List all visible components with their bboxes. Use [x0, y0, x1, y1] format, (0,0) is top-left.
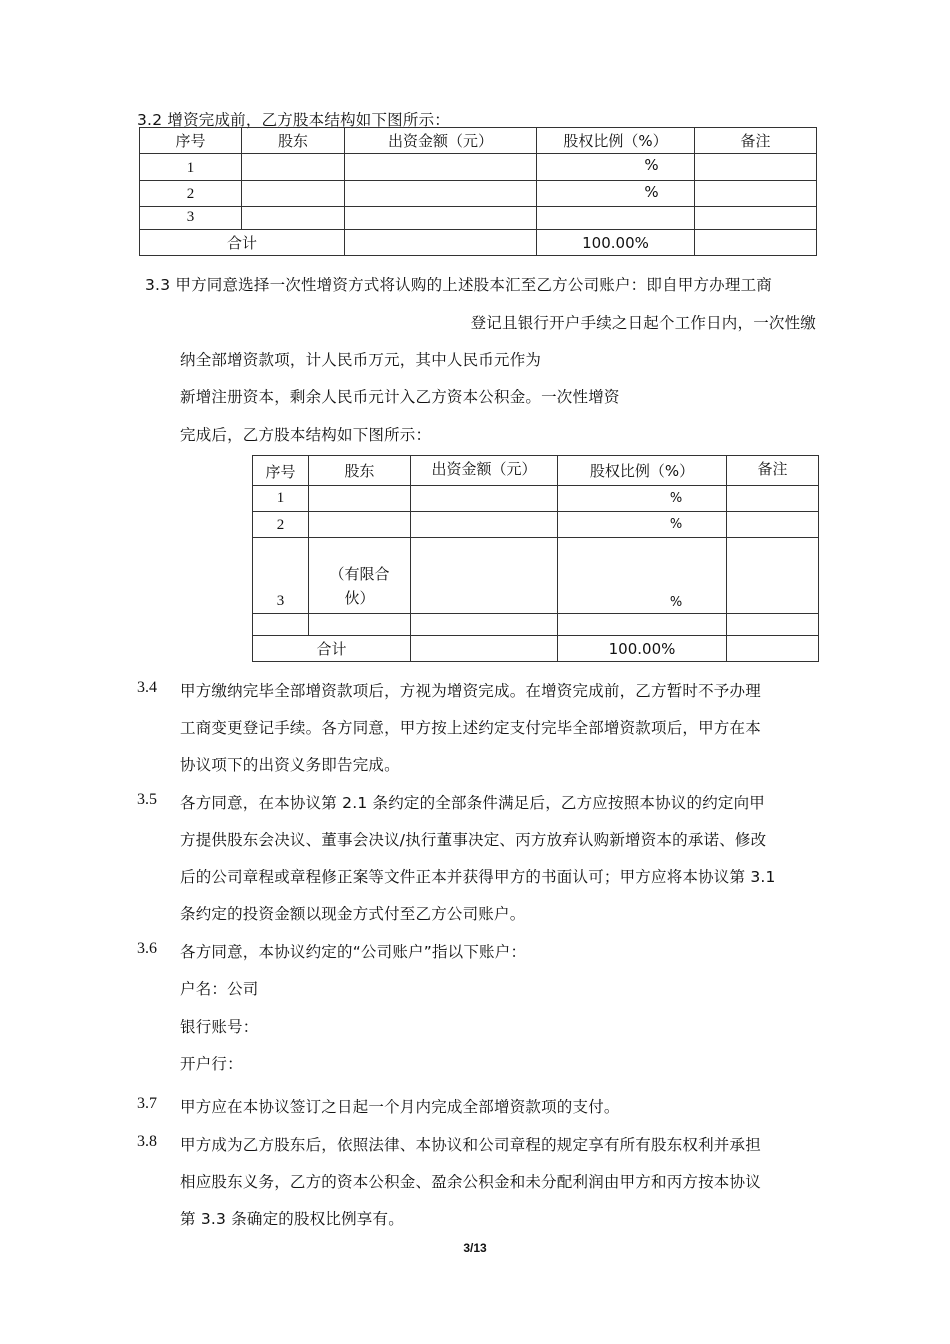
section-3-6-line1: 各方同意，本协议约定的“公司账户”指以下账户： [180, 943, 527, 961]
row-ratio [537, 207, 695, 230]
row-amount [411, 486, 558, 512]
header-ratio: 股权比例（%） [537, 128, 695, 154]
section-3-5-line4: 条约定的投资金额以现金方式付至乙方公司账户。 [180, 905, 526, 923]
row-remark [695, 207, 817, 230]
row-seq: 3 [253, 538, 309, 614]
total-amount [345, 230, 537, 256]
section-3-3-line4: 新增注册资本，剩余人民币元计入乙方资本公积金。一次性增资 [180, 388, 620, 406]
table-header-row [253, 456, 819, 486]
clause-number: 3.7 [137, 1095, 157, 1112]
header-seq: 序号 [140, 128, 242, 154]
total-remark [695, 230, 817, 256]
section-3-8-line1: 甲方成为乙方股东后，依照法律、本协议和公司章程的规定享有所有股东权利并承担 [180, 1136, 761, 1154]
section-3-4-line1: 甲方缴纳完毕全部增资款项后，方视为增资完成。在增资完成前，乙方暂时不予办理 [180, 682, 761, 700]
header-ratio: 股权比例（%） [558, 456, 727, 486]
equity-table-before [139, 127, 817, 256]
section-3-3-line3: 纳全部增资款项，计人民币万元，其中人民币元作为 [180, 351, 542, 369]
row-remark [727, 512, 819, 538]
row-remark [727, 486, 819, 512]
row-amount [345, 207, 537, 230]
row-ratio: % [558, 486, 727, 512]
row-shareholder [242, 181, 345, 207]
section-3-5-line2: 方提供股东会决议、董事会决议/执行董事决定、丙方放弃认购新增资本的承诺、修改 [180, 831, 767, 849]
header-remark: 备注 [695, 128, 817, 154]
row-shareholder [242, 207, 345, 230]
row-amount [345, 181, 537, 207]
page-number: 3/13 [463, 1241, 487, 1255]
header-amount: 出资金额（元） [345, 128, 537, 154]
section-3-7-line1: 甲方应在本协议签订之日起一个月内完成全部增资款项的支付。 [180, 1098, 620, 1116]
clause-number: 3.6 [137, 940, 157, 957]
table-row-empty [253, 614, 819, 636]
header-shareholder: 股东 [309, 456, 411, 486]
clause-number: 3.4 [137, 679, 157, 696]
section-3-3-line5: 完成后，乙方股本结构如下图所示： [180, 426, 432, 444]
row-amount [345, 154, 537, 181]
section-3-4-line2: 工商变更登记手续。各方同意，甲方按上述约定支付完毕全部增资款项后，甲方在本 [180, 719, 761, 737]
section-3-2-heading: 3.2 增资完成前，乙方股本结构如下图所示： [137, 111, 450, 129]
total-label: 合计 [140, 230, 345, 256]
total-remark [727, 636, 819, 662]
total-ratio: 100.00% [558, 636, 727, 662]
table-total-row [253, 636, 819, 662]
row-ratio: % [537, 181, 695, 207]
row-seq: 3 [140, 207, 242, 230]
row-shareholder: （有限合 伙） [309, 538, 411, 614]
header-seq: 序号 [253, 456, 309, 486]
row-shareholder [242, 154, 345, 181]
equity-table-after [252, 455, 819, 662]
row-seq: 2 [253, 512, 309, 538]
row-ratio: % [537, 154, 695, 181]
total-amount [411, 636, 558, 662]
row-seq: 1 [140, 154, 242, 181]
row-amount [411, 512, 558, 538]
table-total-row [140, 230, 817, 256]
header-shareholder: 股东 [242, 128, 345, 154]
section-3-5-line3: 后的公司章程或章程修正案等文件正本并获得甲方的书面认可；甲方应将本协议第 3.1 [180, 868, 776, 886]
table-row [253, 512, 819, 538]
section-3-5-line1: 各方同意，在本协议第 2.1 条约定的全部条件满足后，乙方应按照本协议的约定向甲 [180, 794, 766, 812]
total-label: 合计 [253, 636, 411, 662]
section-3-3-line2: 登记且银行开户手续之日起个工作日内，一次性缴 [470, 314, 816, 332]
row-ratio: % [558, 538, 727, 614]
table-header-row [140, 128, 817, 154]
table-row [253, 486, 819, 512]
clause-number: 3.5 [137, 791, 157, 808]
account-number: 银行账号： [180, 1018, 259, 1036]
row-remark [695, 181, 817, 207]
total-ratio: 100.00% [537, 230, 695, 256]
row-seq: 2 [140, 181, 242, 207]
clause-number: 3.8 [137, 1133, 157, 1150]
row-remark [695, 154, 817, 181]
row-seq: 1 [253, 486, 309, 512]
row-ratio: % [558, 512, 727, 538]
header-remark: 备注 [727, 456, 819, 486]
section-3-8-line2: 相应股东义务，乙方的资本公积金、盈余公积金和未分配利润由甲方和丙方按本协议 [180, 1173, 761, 1191]
row-amount [411, 538, 558, 614]
table-row [140, 154, 817, 181]
table-row [140, 207, 817, 230]
section-3-4-line3: 协议项下的出资义务即告完成。 [180, 756, 400, 774]
table-row [140, 181, 817, 207]
section-3-8-line3: 第 3.3 条确定的股权比例享有。 [180, 1210, 404, 1228]
table-row [253, 538, 819, 614]
row-remark [727, 538, 819, 614]
account-bank: 开户行： [180, 1055, 243, 1073]
row-shareholder [309, 486, 411, 512]
row-shareholder [309, 512, 411, 538]
header-amount: 出资金额（元） [411, 456, 558, 486]
account-name: 户名：公司 [180, 980, 259, 998]
section-3-3-line1: 3.3 甲方同意选择一次性增资方式将认购的上述股本汇至乙方公司账户：即自甲方办理工商 [145, 276, 772, 294]
